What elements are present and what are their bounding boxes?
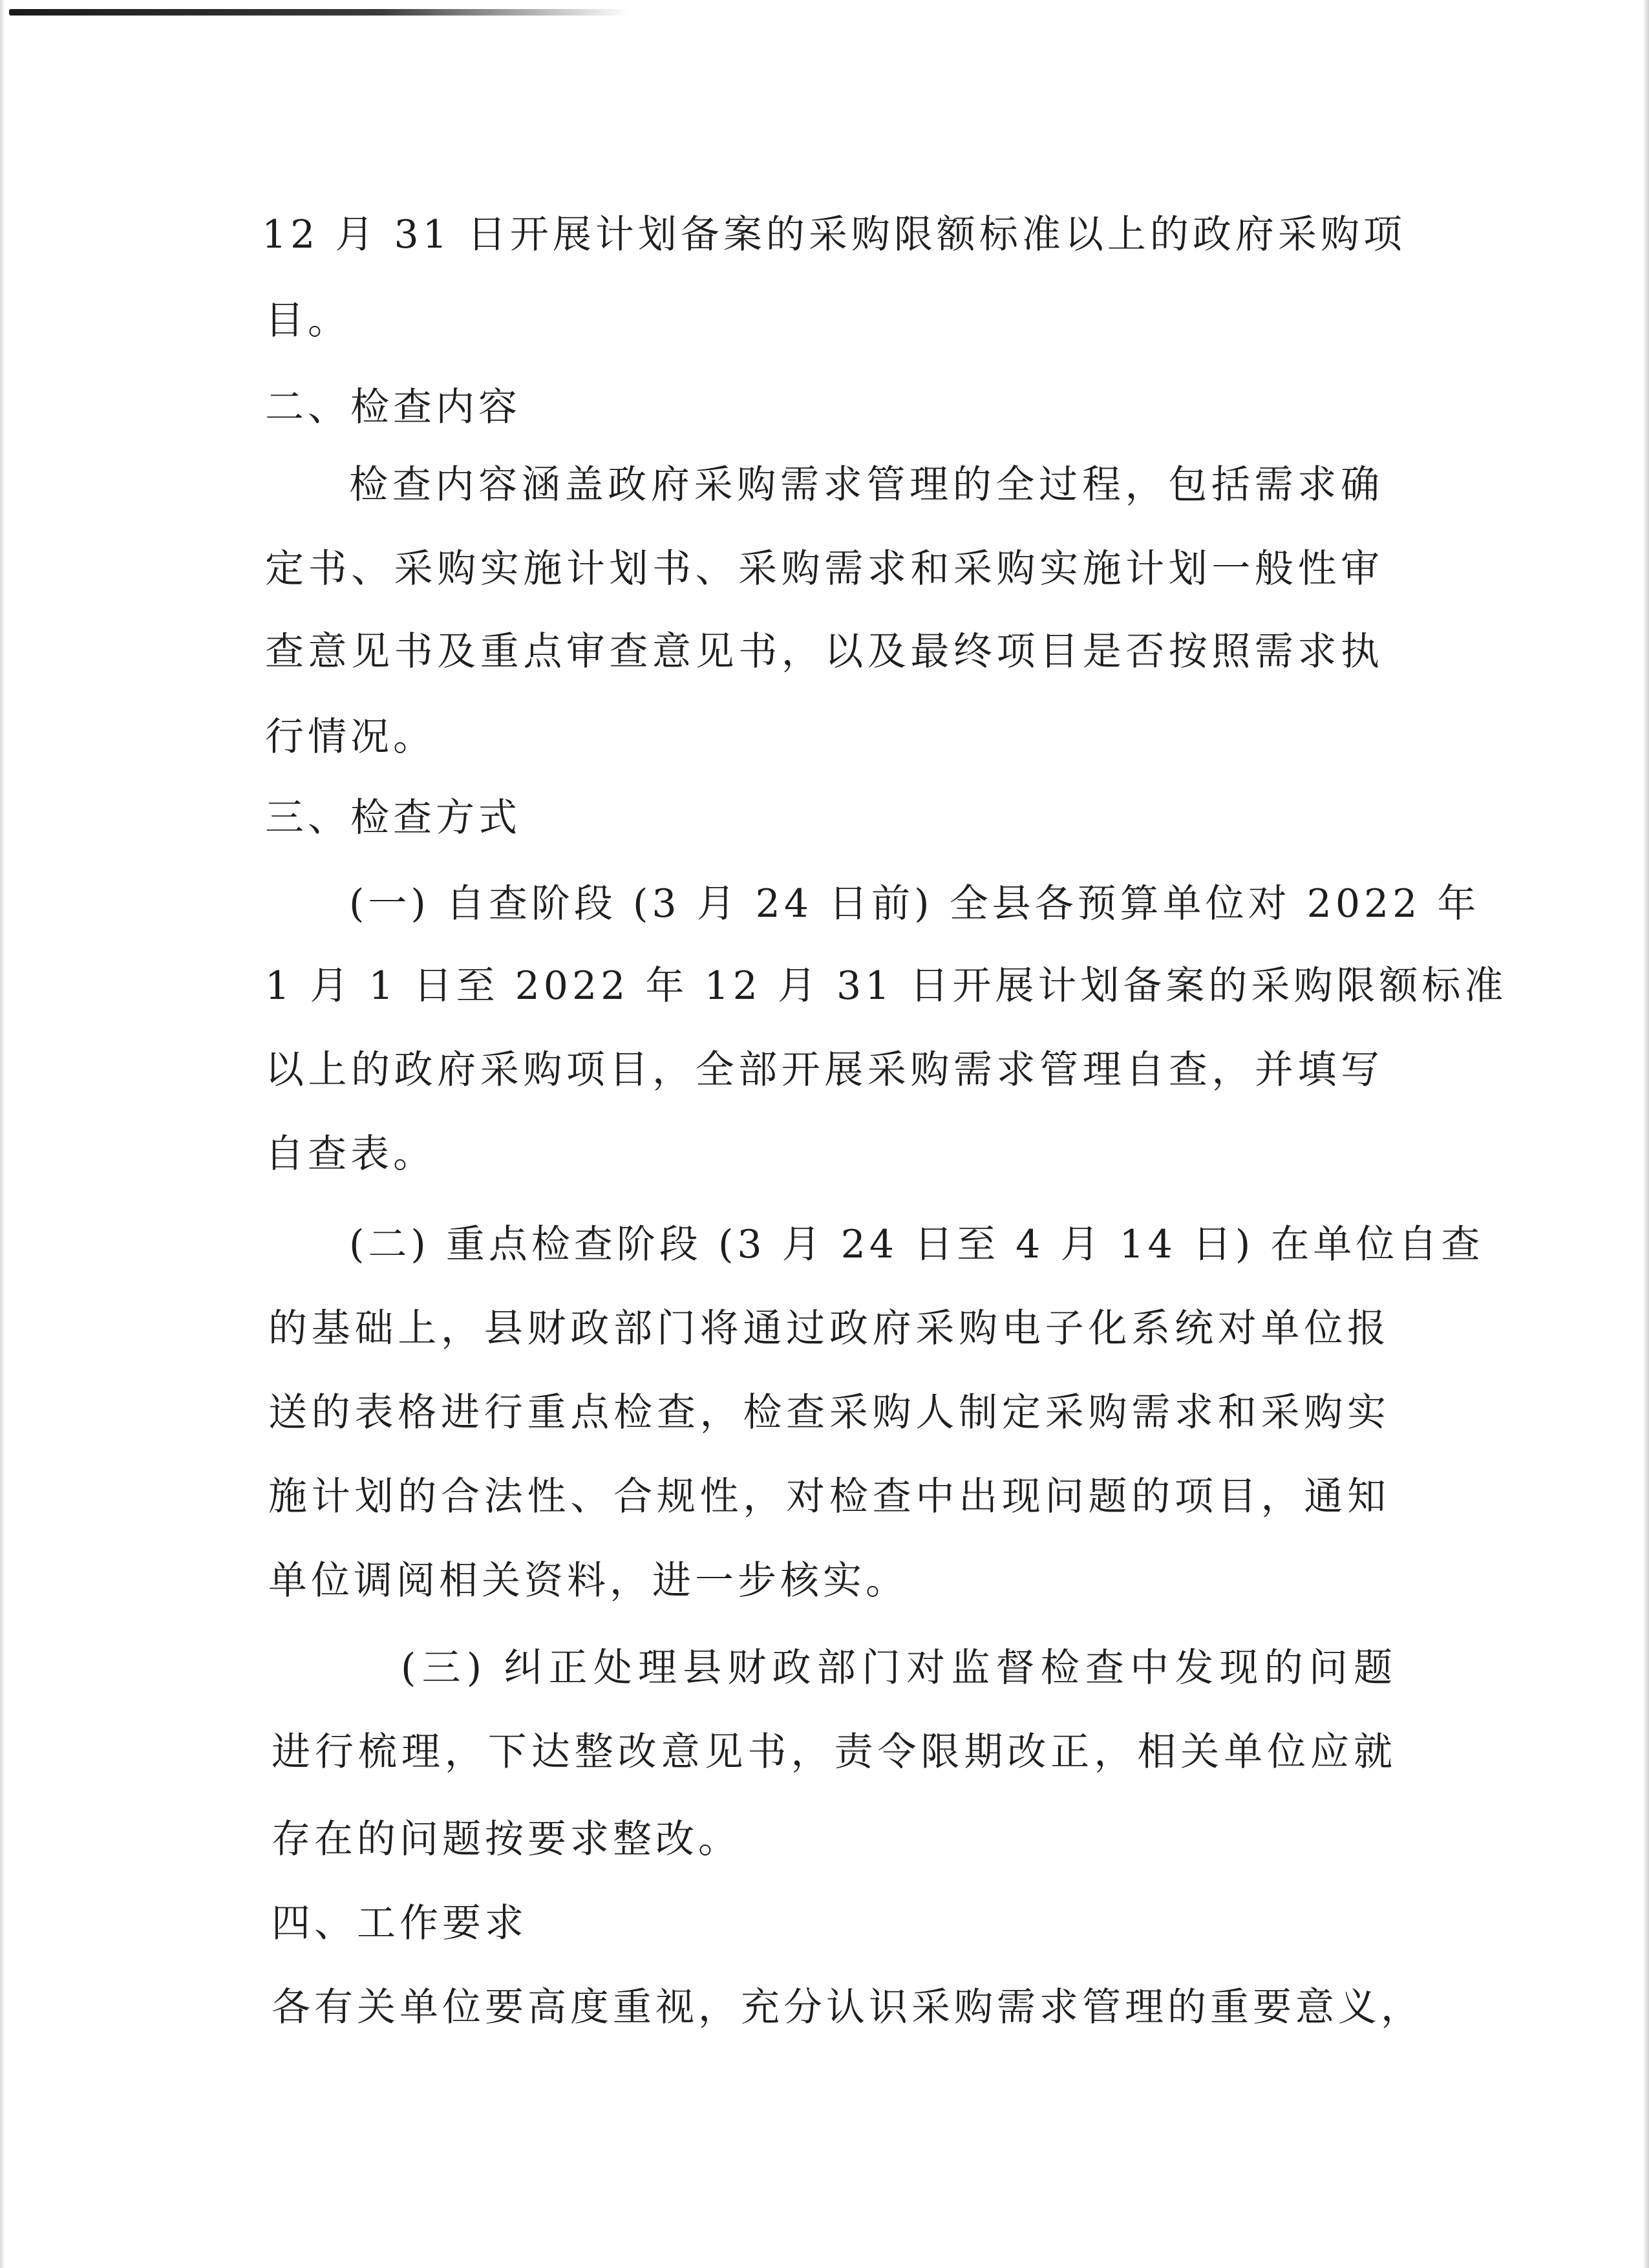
- body-text-line: 以上的政府采购项目，全部开展采购需求管理自查，并填写: [265, 1047, 1383, 1093]
- body-text-line: 的基础上，县财政部门将通过政府采购电子化系统对单位报: [268, 1306, 1390, 1351]
- scan-edge-top: [9, 9, 630, 16]
- body-text-line: (一) 自查阶段 (3 月 24 日前) 全县各预算单位对 2022 年: [349, 881, 1480, 926]
- body-text-line: 自查表。: [265, 1131, 436, 1177]
- body-text-line: 各有关单位要高度重视，充分认识采购需求管理的重要意义，: [271, 1985, 1423, 2030]
- body-text-line: 目。: [265, 298, 350, 343]
- section-heading: 三、检查方式: [265, 795, 521, 840]
- body-text-line: 行情况。: [265, 714, 436, 760]
- body-text-line: 送的表格进行重点检查，检查采购人制定采购需求和采购实: [268, 1390, 1390, 1435]
- body-text-line: (三) 纠正处理县财政部门对监督检查中发现的问题: [401, 1645, 1396, 1691]
- section-heading: 四、工作要求: [271, 1901, 527, 1946]
- body-text-line: 1 月 1 日至 2022 年 12 月 31 日开展计划备案的采购限额标准: [265, 963, 1507, 1009]
- body-text-line: 检查内容涵盖政府采购需求管理的全过程，包括需求确: [349, 462, 1383, 508]
- scan-edge-left: [0, 0, 5, 2268]
- body-text-line: 定书、采购实施计划书、采购需求和采购实施计划一般性审: [265, 546, 1383, 592]
- body-text-line: (二) 重点检查阶段 (3 月 24 日至 4 月 14 日) 在单位自查: [349, 1222, 1484, 1267]
- body-text-line: 单位调阅相关资料，进一步核实。: [268, 1558, 908, 1603]
- body-text-line: 查意见书及重点审查意见书，以及最终项目是否按照需求执: [265, 629, 1383, 674]
- body-text-line: 存在的问题按要求整改。: [271, 1817, 741, 1862]
- body-text-line: 施计划的合法性、合规性，对检查中出现问题的项目，通知: [268, 1474, 1390, 1519]
- scan-edge-right: [1643, 0, 1649, 2268]
- body-text-line: 进行梳理，下达整改意见书，责令限期改正，相关单位应就: [271, 1729, 1396, 1775]
- section-heading: 二、检查内容: [265, 385, 521, 430]
- body-text-line: 12 月 31 日开展计划备案的采购限额标准以上的政府采购项: [262, 212, 1406, 257]
